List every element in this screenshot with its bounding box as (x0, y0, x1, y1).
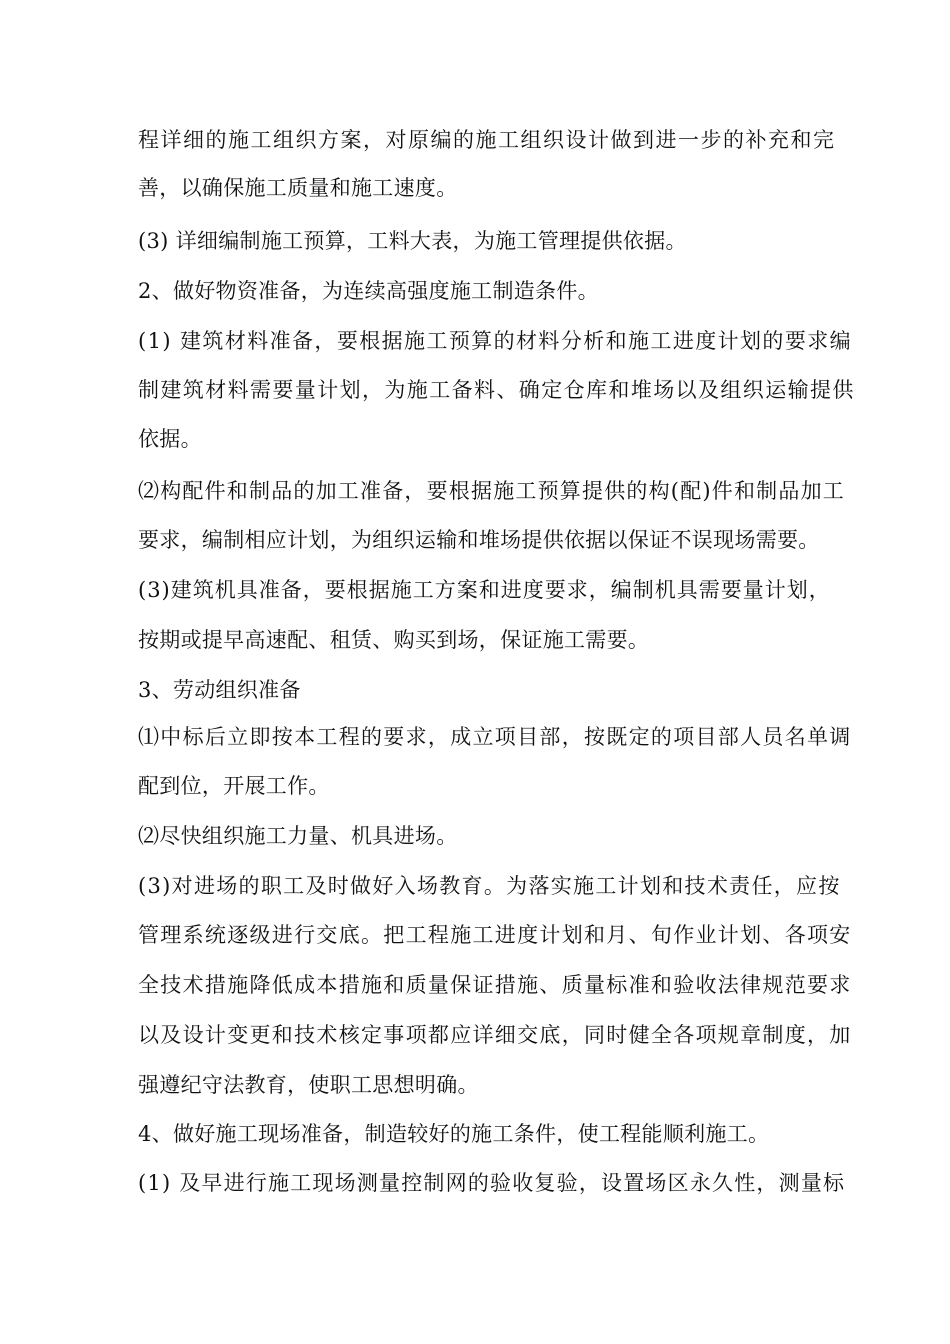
text-line: (3) 详细编制施工预算，工料大表，为施工管理提供依据。 (138, 229, 687, 253)
section-heading: 4、做好施工现场准备，制造较好的施工条件，使工程能顺利施工。 (138, 1122, 770, 1146)
text-line: ⑵尽快组织施工力量、机具进场。 (138, 824, 458, 848)
text-line: 善，以确保施工质量和施工速度。 (138, 176, 458, 200)
text-line: 管理系统逐级进行交底。把工程施工进度计划和月、旬作业计划、各项安 (138, 923, 852, 947)
text-line: 程详细的施工组织方案，对原编的施工组织设计做到进一步的补充和完 (138, 128, 836, 152)
text-line: ⑴中标后立即按本工程的要求，成立项目部，按既定的项目部人员名单调 (138, 725, 852, 749)
text-line: (3)建筑机具准备，要根据施工方案和进度要求，编制机具需要量计划， (138, 578, 831, 602)
text-line: 依据。 (138, 427, 202, 451)
text-line: 全技术措施降低成本措施和质量保证措施、质量标准和验收法律规范要求 (138, 973, 852, 997)
text-line: (1) 建筑材料准备，要根据施工预算的材料分析和施工进度计划的要求编 (138, 329, 853, 353)
text-line: 按期或提早高速配、租赁、购买到场，保证施工需要。 (138, 628, 650, 652)
text-line: (3)对进场的职工及时做好入场教育。为落实施工计划和技术责任，应按 (138, 874, 841, 898)
section-heading: 2、做好物资准备，为连续高强度施工制造条件。 (138, 279, 599, 303)
text-line: 配到位，开展工作。 (138, 774, 330, 798)
text-line: 制建筑材料需要量计划，为施工备料、确定仓库和堆场以及组织运输提供 (138, 378, 855, 402)
section-heading: 3、劳动组织准备 (138, 678, 301, 702)
text-line: (1) 及早进行施工现场测量控制网的验收复验，设置场区永久性，测量标 (138, 1171, 846, 1195)
text-line: 以及设计变更和技术核定事项都应详细交底，同时健全各项规章制度，加 (138, 1023, 852, 1047)
text-line: ⑵构配件和制品的加工准备，要根据施工预算提供的构(配)件和制品加工 (138, 479, 845, 503)
text-line: 要求，编制相应计划，为组织运输和堆场提供依据以保证不误现场需要。 (138, 528, 820, 552)
text-line: 强遵纪守法教育，使职工思想明确。 (138, 1073, 479, 1097)
